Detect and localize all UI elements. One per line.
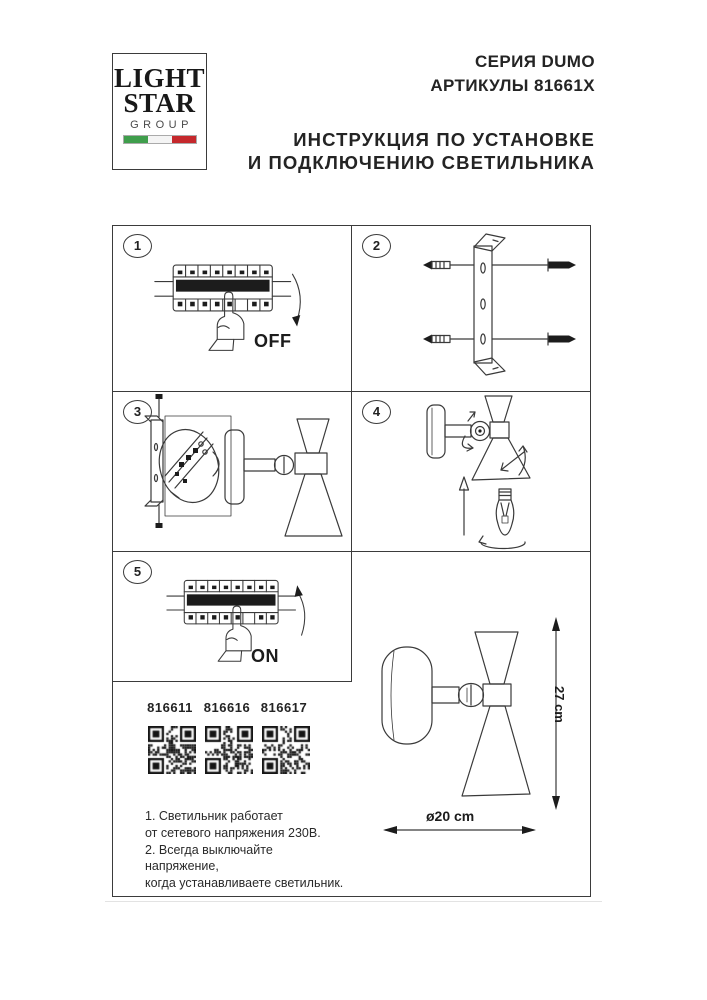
article-code-1: 816611 [147, 700, 193, 715]
step4-diagram [352, 392, 590, 551]
scan-page-edge [105, 901, 602, 902]
step-2-number-badge: 2 [362, 234, 391, 258]
height-dimension-label: 27 cm [552, 686, 567, 723]
off-arrow-icon [292, 274, 300, 326]
mounting-screw-icon [156, 394, 163, 417]
pointing-hand-icon [218, 606, 251, 661]
qr-code-816611 [148, 726, 196, 774]
article-code-2: 816616 [203, 700, 251, 715]
alignment-frame [165, 416, 231, 516]
mounting-bracket-drawing [474, 234, 505, 375]
off-label: OFF [254, 331, 292, 351]
screw-bulb-rotation-arrow-icon [479, 536, 525, 549]
on-arrow-icon [295, 585, 305, 635]
step-4-cell [352, 392, 590, 551]
lamp-side-drawing [382, 632, 530, 796]
logo-word-star: STAR [123, 88, 196, 118]
header-titles [248, 50, 595, 174]
step2-diagram [352, 226, 590, 391]
bracket-drawing [145, 416, 163, 506]
note-line: когда устанавливаете светильник. [145, 876, 344, 891]
articles-and-notes-section [113, 682, 351, 896]
breaker-panel-drawing [167, 580, 296, 623]
terminal-detail-balloon [151, 422, 227, 509]
step-4-number-badge: 4 [362, 400, 391, 424]
step-3-cell [113, 392, 351, 551]
lamp-side-drawing [225, 419, 342, 536]
step-2-cell [352, 226, 590, 391]
instruction-title-line1: ИНСТРУКЦИЯ ПО УСТАНОВКЕ [293, 129, 595, 150]
qr-code-816617 [262, 726, 310, 774]
rotate-joint-arrow-icon [462, 412, 475, 451]
qr-code-816616 [205, 726, 253, 774]
width-dimension-label: ø20 cm [426, 808, 475, 824]
italian-flag-stripe [123, 135, 197, 144]
pointing-hand-icon [209, 292, 244, 350]
step5-diagram [165, 570, 313, 676]
lightstar-logo [112, 53, 207, 170]
step3-diagram [113, 392, 351, 551]
wall-anchor-icon [423, 261, 474, 270]
tilt-shade-arrow-icon [501, 446, 527, 475]
step-3-number-badge: 3 [123, 400, 152, 424]
wall-anchor-icon [423, 335, 474, 344]
safety-notes [145, 808, 345, 892]
step-5-cell [113, 552, 351, 681]
mounting-screw-icon [156, 505, 163, 528]
logo-word-group: GROUP [130, 119, 193, 131]
flag-white [148, 136, 172, 143]
lamp-side-drawing [427, 396, 530, 480]
step-1-number-badge: 1 [123, 234, 152, 258]
flag-green [124, 136, 148, 143]
logo-word-light: LIGHT [113, 63, 206, 93]
flag-red [172, 136, 196, 143]
screw-icon [492, 333, 576, 345]
dimensions-drawing-cell [352, 552, 590, 896]
articles-title: АРТИКУЛЫ 81661X [430, 76, 595, 95]
instruction-title-line2: И ПОДКЛЮЧЕНИЮ СВЕТИЛЬНИКА [247, 152, 595, 173]
width-dimension-line [383, 826, 536, 834]
step-5-number-badge: 5 [123, 560, 152, 584]
light-bulb-icon [496, 489, 514, 535]
on-label: ON [251, 646, 279, 666]
note-line: от сетевого напряжения 230В. [145, 825, 321, 840]
step-1-cell [113, 226, 351, 391]
note-line: 2. Всегда выключайте напряжение, [145, 842, 273, 874]
series-title: СЕРИЯ DUMO [474, 52, 595, 71]
breaker-panel-drawing [155, 265, 291, 311]
screw-icon [492, 259, 576, 271]
article-code-3: 816617 [260, 700, 308, 715]
note-line: 1. Светильник работает [145, 809, 283, 823]
steps-table [112, 225, 591, 897]
insert-bulb-arrow-icon [460, 477, 469, 535]
lamp-dimensions-drawing [352, 552, 590, 896]
